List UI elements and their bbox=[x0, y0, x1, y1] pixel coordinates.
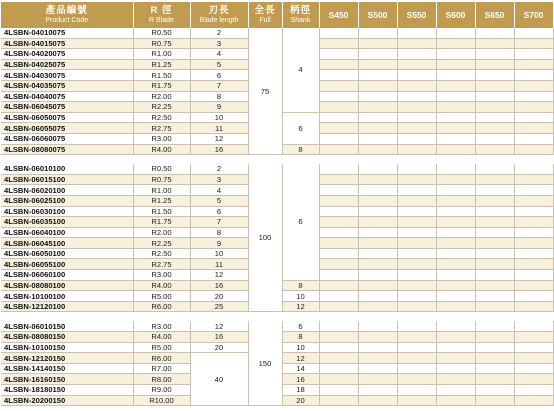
shank: 8 bbox=[282, 144, 319, 155]
product-code: 4LSBN-06020100 bbox=[1, 185, 133, 196]
header-s550: S550 bbox=[397, 2, 436, 28]
r-blade: R3.00 bbox=[133, 270, 190, 281]
product-code: 4LSBN-06030100 bbox=[1, 206, 133, 217]
r-blade: R6.00 bbox=[133, 301, 190, 312]
header-s700: S700 bbox=[514, 2, 553, 28]
blade-length: 3 bbox=[190, 174, 248, 185]
r-blade: R2.50 bbox=[133, 112, 190, 123]
r-blade: R1.75 bbox=[133, 217, 190, 228]
header-r-blade: R 徑 R Blade bbox=[133, 2, 190, 28]
table-row bbox=[1, 321, 553, 331]
blade-length: 8 bbox=[190, 91, 248, 102]
shank: 6 bbox=[282, 112, 319, 144]
blade-length: 9 bbox=[190, 102, 248, 113]
blade-length: 16 bbox=[190, 280, 248, 291]
product-code: 4LSBN-06010100 bbox=[1, 164, 133, 174]
product-code: 4LSBN-04040075 bbox=[1, 91, 133, 102]
product-code: 4LSBN-06045075 bbox=[1, 102, 133, 113]
blade-length: 6 bbox=[190, 206, 248, 217]
product-code: 4LSBN-06010150 bbox=[1, 321, 133, 331]
blade-length: 5 bbox=[190, 59, 248, 70]
shank: 10 bbox=[282, 342, 319, 353]
shank: 4 bbox=[282, 28, 319, 112]
r-blade: R1.25 bbox=[133, 195, 190, 206]
product-code: 4LSBN-06040100 bbox=[1, 227, 133, 238]
product-code: 4LSBN-04010075 bbox=[1, 28, 133, 38]
shank: 12 bbox=[282, 301, 319, 312]
r-blade: R9.00 bbox=[133, 385, 190, 396]
header-shank: 柄徑 Shank bbox=[282, 2, 319, 28]
header-s600: S600 bbox=[436, 2, 475, 28]
product-code: 4LSBN-10100100 bbox=[1, 291, 133, 302]
blade-length: 12 bbox=[190, 133, 248, 144]
blade-length: 16 bbox=[190, 144, 248, 155]
r-blade: R0.75 bbox=[133, 174, 190, 185]
header-product-code: 產品編號 Product Code bbox=[1, 2, 133, 28]
product-code: 4LSBN-18180150 bbox=[1, 385, 133, 396]
product-code: 4LSBN-16160150 bbox=[1, 374, 133, 385]
blade-length: 10 bbox=[190, 112, 248, 123]
r-blade: R6.00 bbox=[133, 353, 190, 364]
r-blade: R1.00 bbox=[133, 49, 190, 60]
product-code: 4LSBN-12120150 bbox=[1, 353, 133, 364]
blade-length: 4 bbox=[190, 49, 248, 60]
product-code: 4LSBN-06060075 bbox=[1, 133, 133, 144]
r-blade: R2.00 bbox=[133, 227, 190, 238]
header-s450: S450 bbox=[319, 2, 358, 28]
blade-length: 3 bbox=[190, 38, 248, 49]
r-blade: R4.00 bbox=[133, 144, 190, 155]
r-blade: R1.25 bbox=[133, 59, 190, 70]
r-blade: R1.50 bbox=[133, 70, 190, 81]
header-full-length: 全長 Full bbox=[248, 2, 282, 28]
product-code: 4LSBN-06035100 bbox=[1, 217, 133, 228]
blade-length: 6 bbox=[190, 70, 248, 81]
blade-length: 16 bbox=[190, 332, 248, 343]
blade-length: 2 bbox=[190, 164, 248, 174]
r-blade: R8.00 bbox=[133, 374, 190, 385]
table-row bbox=[1, 28, 553, 38]
shank: 6 bbox=[282, 164, 319, 280]
r-blade: R2.50 bbox=[133, 248, 190, 259]
r-blade: R2.75 bbox=[133, 123, 190, 134]
blade-length: 7 bbox=[190, 217, 248, 228]
product-code: 4LSBN-06025100 bbox=[1, 195, 133, 206]
shank: 12 bbox=[282, 353, 319, 364]
r-blade: R5.00 bbox=[133, 291, 190, 302]
blade-length: 2 bbox=[190, 28, 248, 38]
group-separator bbox=[1, 312, 553, 322]
shank: 8 bbox=[282, 280, 319, 291]
product-code: 4LSBN-04020075 bbox=[1, 49, 133, 60]
product-code: 4LSBN-06050075 bbox=[1, 112, 133, 123]
shank: 14 bbox=[282, 363, 319, 374]
r-blade: R0.50 bbox=[133, 28, 190, 38]
product-code: 4LSBN-04030075 bbox=[1, 70, 133, 81]
product-code: 4LSBN-06050100 bbox=[1, 248, 133, 259]
product-code: 4LSBN-14140150 bbox=[1, 363, 133, 374]
blade-length: 7 bbox=[190, 80, 248, 91]
r-blade: R1.00 bbox=[133, 185, 190, 196]
header-s500: S500 bbox=[358, 2, 397, 28]
r-blade: R10.00 bbox=[133, 395, 190, 406]
full-length: 75 bbox=[248, 28, 282, 155]
shank: 20 bbox=[282, 395, 319, 406]
shank: 18 bbox=[282, 385, 319, 396]
product-code: 4LSBN-06015100 bbox=[1, 174, 133, 185]
table-row bbox=[1, 164, 553, 174]
header-row bbox=[1, 2, 553, 28]
shank: 6 bbox=[282, 321, 319, 331]
product-code: 4LSBN-10100150 bbox=[1, 342, 133, 353]
product-code: 4LSBN-06055100 bbox=[1, 259, 133, 270]
product-code: 4LSBN-06060100 bbox=[1, 270, 133, 281]
blade-length: 20 bbox=[190, 291, 248, 302]
r-blade: R7.00 bbox=[133, 363, 190, 374]
blade-length: 20 bbox=[190, 342, 248, 353]
product-code: 4LSBN-20200150 bbox=[1, 395, 133, 406]
r-blade: R2.75 bbox=[133, 259, 190, 270]
shank: 16 bbox=[282, 374, 319, 385]
blade-length: 9 bbox=[190, 238, 248, 249]
blade-length: 4 bbox=[190, 185, 248, 196]
blade-length: 40 bbox=[190, 353, 248, 406]
header-blade-length: 刃長 Blade length bbox=[190, 2, 248, 28]
r-blade: R2.25 bbox=[133, 238, 190, 249]
r-blade: R3.00 bbox=[133, 321, 190, 331]
r-blade: R4.00 bbox=[133, 332, 190, 343]
blade-length: 5 bbox=[190, 195, 248, 206]
blade-length: 8 bbox=[190, 227, 248, 238]
blade-length: 11 bbox=[190, 123, 248, 134]
product-code: 4LSBN-04035075 bbox=[1, 80, 133, 91]
r-blade: R3.00 bbox=[133, 133, 190, 144]
spec-table bbox=[1, 2, 554, 406]
product-code: 4LSBN-06045100 bbox=[1, 238, 133, 249]
shank: 10 bbox=[282, 291, 319, 302]
blade-length: 25 bbox=[190, 301, 248, 312]
r-blade: R0.75 bbox=[133, 38, 190, 49]
r-blade: R5.00 bbox=[133, 342, 190, 353]
shank: 8 bbox=[282, 332, 319, 343]
product-code: 4LSBN-06055075 bbox=[1, 123, 133, 134]
r-blade: R1.75 bbox=[133, 80, 190, 91]
full-length: 150 bbox=[248, 321, 282, 405]
r-blade: R1.50 bbox=[133, 206, 190, 217]
full-length: 100 bbox=[248, 164, 282, 312]
header-s650: S650 bbox=[475, 2, 514, 28]
product-code: 4LSBN-04015075 bbox=[1, 38, 133, 49]
r-blade: R2.00 bbox=[133, 91, 190, 102]
group-separator bbox=[1, 155, 553, 165]
r-blade: R4.00 bbox=[133, 280, 190, 291]
product-code: 4LSBN-08080100 bbox=[1, 280, 133, 291]
blade-length: 12 bbox=[190, 270, 248, 281]
product-code: 4LSBN-12120100 bbox=[1, 301, 133, 312]
blade-length: 12 bbox=[190, 321, 248, 331]
product-code: 4LSBN-08080075 bbox=[1, 144, 133, 155]
r-blade: R2.25 bbox=[133, 102, 190, 113]
blade-length: 11 bbox=[190, 259, 248, 270]
r-blade: R0.50 bbox=[133, 164, 190, 174]
product-code: 4LSBN-04025075 bbox=[1, 59, 133, 70]
blade-length: 10 bbox=[190, 248, 248, 259]
product-code: 4LSBN-08080150 bbox=[1, 332, 133, 343]
